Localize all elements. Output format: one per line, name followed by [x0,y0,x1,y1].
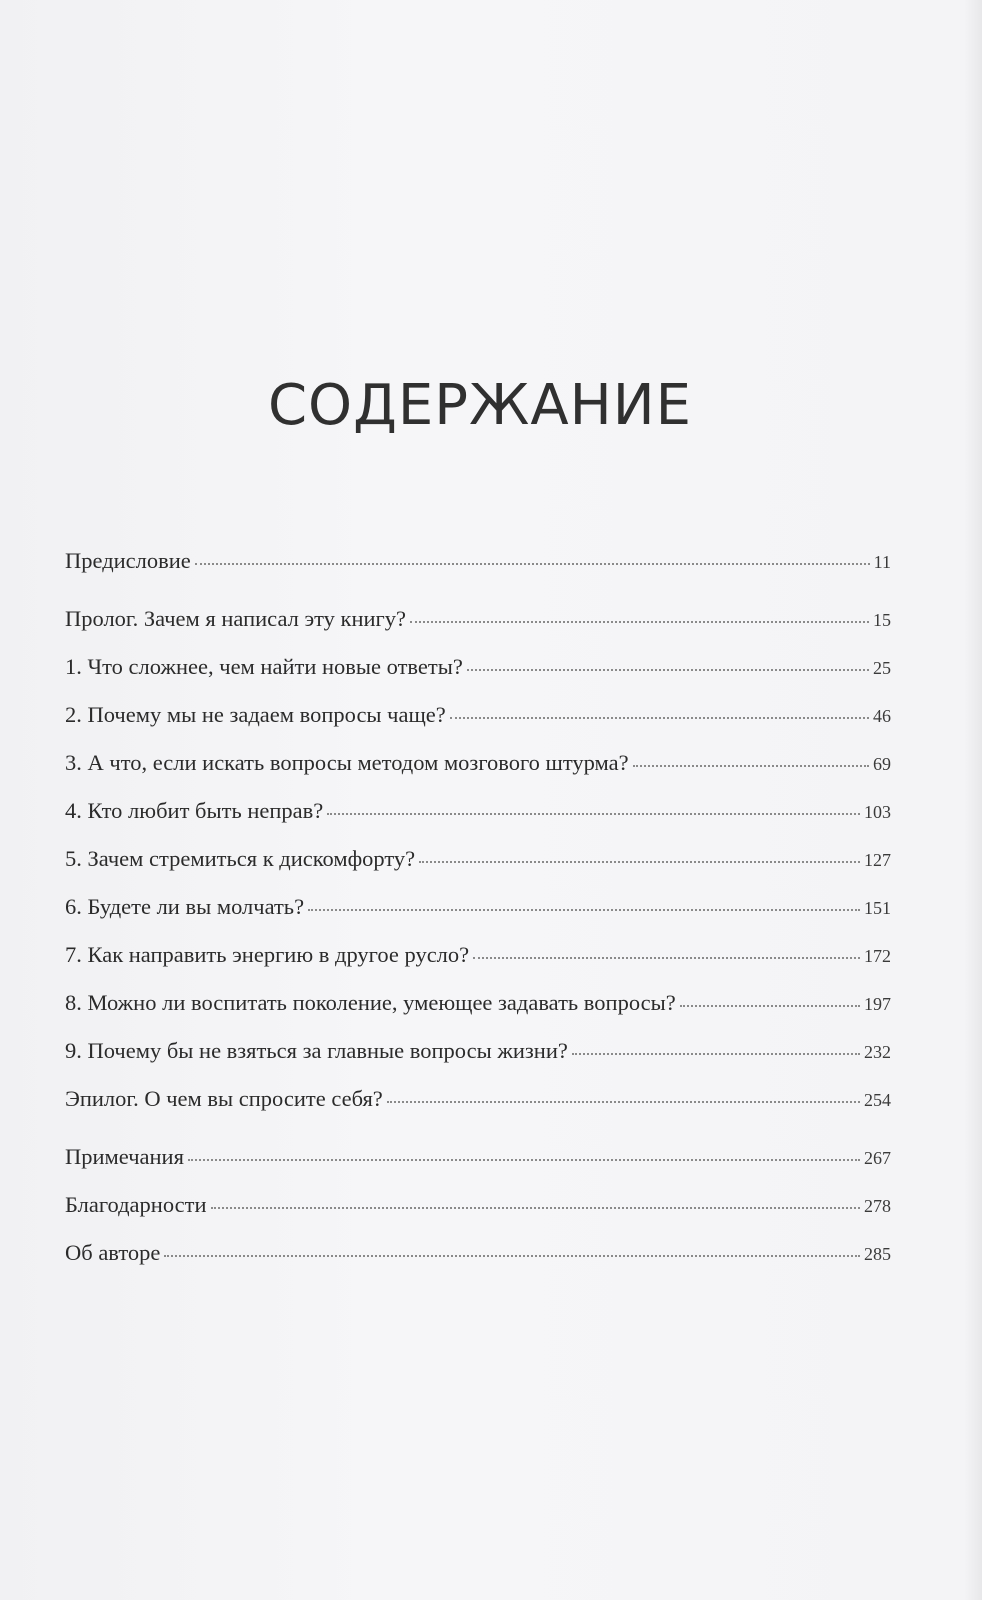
toc-entry-page: 232 [864,1042,891,1062]
toc-entry-chapter-2 [65,702,891,750]
dot-leader [572,1053,860,1055]
toc-entry-chapter-3 [65,750,891,798]
toc-entry-page: 285 [864,1244,891,1264]
toc-entry-label: Предисловие [65,548,191,573]
dot-leader [308,909,860,911]
toc-entry-about-author [65,1240,891,1288]
toc-entry-label: 4. Кто любит быть неправ? [65,798,324,823]
toc-entry-chapter-4 [65,798,891,846]
toc-entry-label: 5. Зачем стремиться к дискомфорту? [65,846,416,871]
dot-leader [188,1159,860,1161]
page-title: СОДЕРЖАНИЕ [267,372,693,438]
toc-entry-page: 197 [864,994,891,1014]
toc-entry-page: 69 [873,754,891,774]
dot-leader [450,717,869,719]
toc-entry-chapter-6 [65,894,891,942]
toc-entry-label: 6. Будете ли вы молчать? [65,894,305,919]
dot-leader [211,1207,860,1209]
toc-entry-preface [65,548,891,596]
toc-entry-acknowledgements [65,1192,891,1240]
toc-entry-page: 11 [873,552,891,572]
dot-leader [473,957,860,959]
toc-entry-chapter-9 [65,1038,891,1086]
dot-leader [633,765,869,767]
dot-leader [410,621,869,623]
toc-entry-chapter-1 [65,654,891,702]
toc-entry-page: 172 [864,946,891,966]
toc-entry-page: 267 [864,1148,891,1168]
toc-entry-page: 46 [873,706,891,726]
toc-entry-chapter-5 [65,846,891,894]
toc-entry-page: 103 [864,802,891,822]
toc-entry-label: Эпилог. О чем вы спросите себя? [65,1086,383,1111]
toc-entry-label: Пролог. Зачем я написал эту книгу? [65,606,407,631]
toc-entry-label: Примечания [65,1144,184,1169]
dot-leader [164,1255,860,1257]
toc-entry-page: 15 [873,610,891,630]
dot-leader [467,669,869,671]
toc-entry-prologue [65,606,891,654]
toc-entry-page: 127 [864,850,891,870]
page-edge-shadow [964,0,982,1600]
toc-entry-label: 9. Почему бы не взяться за главные вопросы жизни? [65,1038,568,1063]
toc-entry-notes [65,1144,891,1192]
toc-entry-label: 1. Что сложнее, чем найти новые ответы? [65,654,463,679]
dot-leader [327,813,860,815]
toc-entry-label: 3. А что, если искать вопросы методом мозгового штурма? [65,750,629,775]
dot-leader [680,1005,860,1007]
toc-entry-label: Благодарности [65,1192,207,1217]
toc-entry-label: 8. Можно ли воспитать поколение, умеющее задавать вопросы? [65,990,676,1015]
toc-entry-page: 25 [873,658,891,678]
toc-entry-label: 7. Как направить энергию в другое русло? [65,942,470,967]
dot-leader [419,861,860,863]
dot-leader [195,563,870,565]
toc-entry-epilogue [65,1086,891,1134]
toc-entry-chapter-8 [65,990,891,1038]
toc-entry-label: Об авторе [65,1240,161,1265]
dot-leader [387,1101,860,1103]
toc-entry-label: 2. Почему мы не задаем вопросы чаще? [65,702,446,727]
toc-entry-page: 151 [864,898,891,918]
toc-entry-page: 278 [864,1196,891,1216]
toc-entry-chapter-7 [65,942,891,990]
toc-entry-page: 254 [864,1090,891,1110]
table-of-contents [65,548,891,1288]
